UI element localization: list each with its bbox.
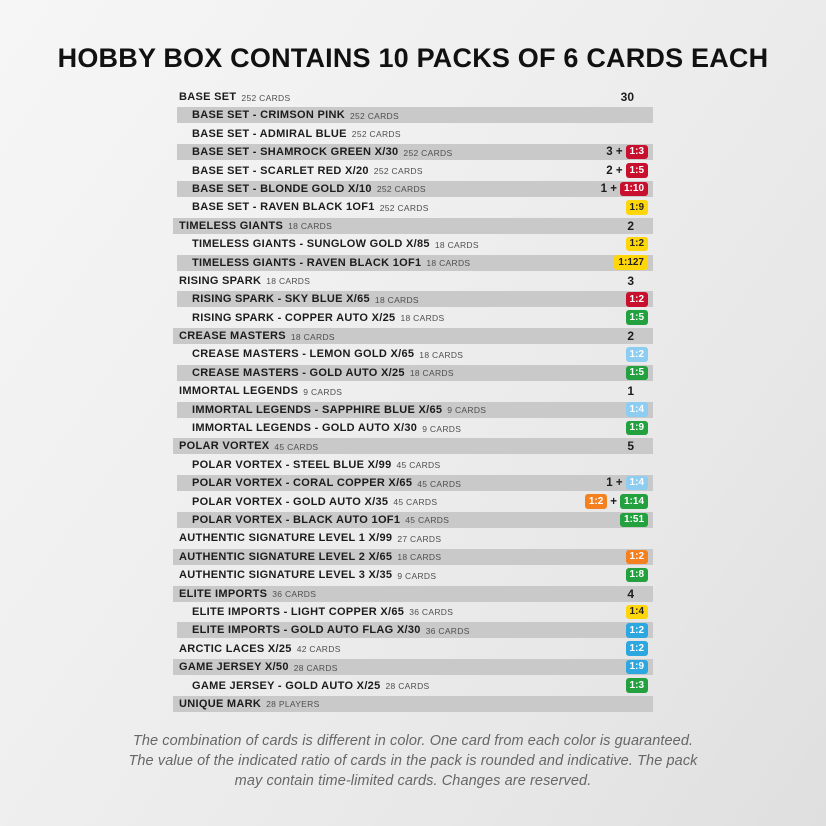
card-count: 9 CARDS — [422, 423, 462, 434]
table-row — [177, 512, 653, 528]
ratio-badge-blue: 1:2 — [626, 641, 648, 656]
table-row — [177, 346, 653, 362]
table-row — [173, 549, 653, 565]
pack-count: 2 — [627, 329, 634, 344]
ratio-badge-orange: 1:2 — [585, 494, 607, 509]
card-count: 28 CARDS — [385, 681, 430, 691]
card-count: 45 CARDS — [393, 497, 438, 508]
card-count: 18 CARDS — [266, 276, 311, 287]
card-count: 36 CARDS — [409, 607, 454, 618]
card-count: 18 CARDS — [426, 258, 471, 269]
ratio-badge-light_blue: 1:4 — [626, 476, 648, 491]
set-name: BASE SET - SCARLET RED X/20 — [192, 164, 369, 177]
set-name: CREASE MASTERS - LEMON GOLD X/65 — [192, 348, 415, 361]
odds-value — [585, 494, 648, 509]
footer-line: The value of the indicated ratio of cards in the pack is rounded and indicative. The pack — [128, 753, 698, 769]
set-name: ARCTIC LACES X/25 — [179, 642, 292, 655]
ratio-badge-blue: 1:9 — [626, 660, 648, 675]
ratio-badge-yellow: 1:4 — [626, 605, 648, 620]
set-name: BASE SET — [179, 91, 237, 103]
set-name: CREASE MASTERS — [179, 330, 286, 343]
pack-count: 2 — [627, 218, 634, 233]
footer-line: may contain time-limited cards. Changes are reserved. — [234, 773, 592, 789]
set-name: BASE SET - RAVEN BLACK 1OF1 — [192, 201, 375, 214]
card-count: 28 PLAYERS — [266, 699, 320, 710]
ratio-badge-green: 1:3 — [626, 678, 648, 693]
odds-value — [627, 329, 648, 343]
set-name: ELITE IMPORTS - GOLD AUTO FLAG X/30 — [192, 624, 421, 637]
card-count: 45 CARDS — [274, 441, 319, 452]
odds-value — [621, 90, 648, 104]
odds-value — [626, 402, 648, 417]
odds-value — [626, 200, 648, 215]
card-count: 45 CARDS — [417, 478, 462, 489]
ratio-badge-green: 1:51 — [620, 513, 648, 528]
table-row — [177, 310, 653, 326]
set-name: IMMORTAL LEGENDS - GOLD AUTO X/30 — [192, 422, 418, 435]
ratio-badge-red: 1:3 — [626, 145, 648, 160]
ratio-badge-green: 1:5 — [626, 366, 648, 381]
card-count: 36 CARDS — [272, 589, 317, 600]
ratio-badge-blue: 1:2 — [626, 623, 648, 638]
table-row — [177, 604, 653, 620]
card-count: 42 CARDS — [296, 644, 341, 655]
odds-value — [626, 605, 648, 620]
odds-value — [626, 660, 648, 675]
set-name: IMMORTAL LEGENDS - SAPPHIRE BLUE X/65 — [192, 403, 443, 416]
set-name: AUTHENTIC SIGNATURE LEVEL 2 X/65 — [179, 550, 393, 563]
set-name: BASE SET - SHAMROCK GREEN X/30 — [192, 146, 399, 159]
set-name: BASE SET - BLONDE GOLD X/10 — [192, 182, 372, 195]
ratio-badge-orange: 1:2 — [626, 550, 648, 565]
card-count: 18 CARDS — [434, 239, 479, 250]
odds-value — [626, 237, 648, 252]
footer-line: The combination of cards is different in color. One card from each color is guaranteed. — [132, 733, 694, 749]
card-count: 45 CARDS — [405, 515, 450, 526]
set-name: POLAR VORTEX - CORAL COPPER X/65 — [192, 477, 413, 490]
table-row — [173, 328, 653, 344]
card-count: 252 CARDS — [351, 129, 401, 140]
set-name: IMMORTAL LEGENDS — [179, 385, 299, 398]
table-row — [173, 89, 653, 105]
odds-text: 1 + — [600, 182, 617, 195]
odds-value — [620, 513, 648, 528]
odds-value — [614, 255, 648, 270]
card-count: 9 CARDS — [447, 405, 487, 416]
table-row — [173, 567, 653, 583]
ratio-badge-light_blue: 1:4 — [626, 402, 648, 417]
table-row — [173, 586, 653, 602]
odds-value — [626, 292, 648, 307]
odds-value — [627, 384, 648, 398]
table-row — [177, 365, 653, 381]
pack-count: 30 — [620, 90, 634, 104]
card-count: 252 CARDS — [376, 184, 426, 195]
ratio-badge-green: 1:5 — [626, 310, 648, 325]
set-name: POLAR VORTEX - BLACK AUTO 1OF1 — [192, 513, 401, 526]
card-count: 9 CARDS — [397, 570, 437, 581]
odds-value — [627, 439, 648, 453]
table-row — [177, 107, 653, 123]
set-name: AUTHENTIC SIGNATURE LEVEL 3 X/35 — [179, 569, 393, 582]
table-row — [177, 199, 653, 215]
odds-table — [173, 89, 653, 712]
odds-value — [627, 219, 648, 233]
ratio-badge-red: 1:10 — [620, 182, 648, 197]
table-row — [177, 475, 653, 491]
odds-value — [626, 678, 648, 693]
ratio-badge-green: 1:9 — [626, 421, 648, 436]
table-row — [173, 273, 653, 289]
odds-value — [626, 623, 648, 638]
table-row — [177, 678, 653, 694]
ratio-badge-green: 1:8 — [626, 568, 648, 583]
table-row — [177, 144, 653, 160]
card-count: 45 CARDS — [396, 460, 441, 471]
odds-value — [626, 568, 648, 583]
odds-value — [606, 145, 648, 160]
set-name: UNIQUE MARK — [179, 697, 262, 710]
table-row — [173, 530, 653, 546]
table-row — [177, 402, 653, 418]
table-row — [177, 457, 653, 473]
card-count: 18 CARDS — [397, 552, 442, 563]
table-row — [177, 622, 653, 638]
card-count: 252 CARDS — [349, 110, 399, 121]
table-row — [177, 291, 653, 307]
card-count: 252 CARDS — [241, 92, 291, 103]
table-row — [177, 255, 653, 271]
set-name: TIMELESS GIANTS - RAVEN BLACK 1OF1 — [192, 256, 422, 269]
ratio-badge-light_blue: 1:2 — [626, 347, 648, 362]
card-count: 18 CARDS — [288, 221, 333, 232]
set-name: RISING SPARK - SKY BLUE X/65 — [192, 293, 370, 306]
ratio-badge-red: 1:2 — [626, 292, 648, 307]
ratio-badge-yellow: 1:127 — [614, 255, 648, 270]
card-count: 18 CARDS — [419, 349, 464, 360]
odds-value — [601, 182, 648, 197]
set-name: BASE SET - ADMIRAL BLUE — [192, 127, 347, 140]
set-name: ELITE IMPORTS - LIGHT COPPER X/65 — [192, 605, 405, 618]
table-row — [177, 420, 653, 436]
card-count: 18 CARDS — [409, 368, 454, 379]
set-name: TIMELESS GIANTS - SUNGLOW GOLD X/85 — [192, 238, 430, 251]
odds-value — [626, 366, 648, 381]
table-row — [173, 659, 653, 675]
card-count: 252 CARDS — [403, 147, 453, 158]
page-title: HOBBY BOX CONTAINS 10 PACKS OF 6 CARDS EACH — [57, 43, 769, 73]
pack-count: 1 — [627, 384, 634, 399]
card-count: 252 CARDS — [373, 166, 423, 177]
table-row — [173, 641, 653, 657]
table-row — [173, 383, 653, 399]
set-name: GAME JERSEY - GOLD AUTO X/25 — [192, 679, 381, 692]
table-row — [177, 163, 653, 179]
odds-value — [626, 421, 648, 436]
odds-value — [606, 163, 648, 178]
odds-text: 1 + — [606, 477, 623, 490]
card-count: 18 CARDS — [290, 331, 335, 342]
pack-count: 4 — [627, 586, 634, 601]
pack-count: 3 — [627, 273, 634, 288]
card-count: 36 CARDS — [425, 625, 470, 636]
ratio-badge-yellow: 1:2 — [626, 237, 648, 252]
table-row — [177, 236, 653, 252]
table-row — [177, 126, 653, 142]
set-name: TIMELESS GIANTS — [179, 219, 284, 232]
set-name: GAME JERSEY X/50 — [179, 661, 289, 674]
odds-value — [626, 347, 648, 362]
table-row — [173, 696, 653, 712]
odds-value — [626, 310, 648, 325]
set-name: POLAR VORTEX - STEEL BLUE X/99 — [192, 458, 392, 471]
card-count: 28 CARDS — [293, 662, 338, 673]
table-row — [173, 438, 653, 454]
set-name: POLAR VORTEX — [179, 440, 270, 453]
odds-value — [606, 476, 648, 491]
card-count: 9 CARDS — [303, 386, 343, 397]
table-row — [177, 494, 653, 510]
set-name: ELITE IMPORTS — [179, 587, 268, 600]
set-name: AUTHENTIC SIGNATURE LEVEL 1 X/99 — [179, 532, 393, 545]
odds-text: + — [610, 495, 617, 508]
card-count: 18 CARDS — [374, 294, 419, 305]
odds-text: 2 + — [606, 164, 623, 177]
set-name: RISING SPARK - COPPER AUTO X/25 — [192, 311, 396, 324]
ratio-badge-red: 1:5 — [626, 163, 648, 178]
ratio-badge-yellow: 1:9 — [626, 200, 648, 215]
set-name: BASE SET - CRIMSON PINK — [192, 109, 345, 122]
pack-count: 5 — [627, 439, 634, 454]
set-name: RISING SPARK — [179, 274, 262, 287]
footer-disclaimer — [0, 731, 826, 791]
odds-value — [626, 550, 648, 565]
odds-value — [627, 587, 648, 601]
ratio-badge-green: 1:14 — [620, 494, 648, 509]
odds-value — [627, 274, 648, 288]
table-row — [173, 218, 653, 234]
card-count: 252 CARDS — [379, 202, 429, 213]
odds-text: 3 + — [606, 146, 623, 159]
card-count: 18 CARDS — [400, 313, 445, 324]
odds-value — [626, 641, 648, 656]
set-name: CREASE MASTERS - GOLD AUTO X/25 — [192, 366, 405, 379]
table-row — [177, 181, 653, 197]
card-count: 27 CARDS — [397, 533, 442, 544]
set-name: POLAR VORTEX - GOLD AUTO X/35 — [192, 495, 389, 508]
